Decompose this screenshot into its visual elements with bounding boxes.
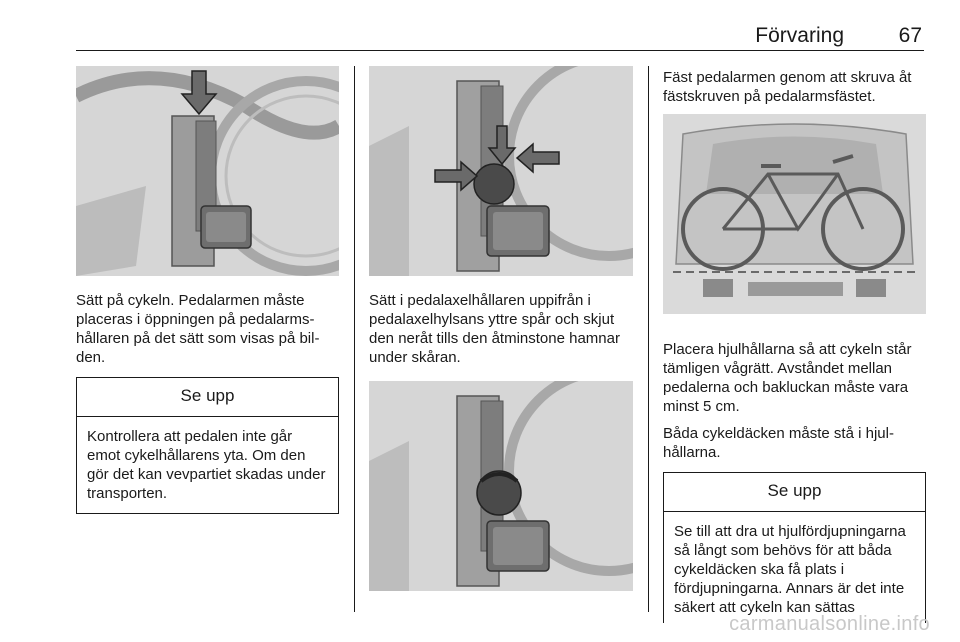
illustration — [663, 114, 926, 314]
column-3 — [663, 66, 926, 623]
notice-text: Se till att dra ut hjulfördjupningarna så långt som behövs för att båda cykeldäcken ska få plats i fördjupningarna. Annars är det inte säkert att cykeln kan sättas — [674, 523, 906, 616]
instruction-text: Sätt i pedalaxelhållaren uppifrån i pedalaxelhylsans yttre spår och skjut den neråt tills den åtminstone hamnar under skåran. — [369, 292, 620, 366]
illustration — [369, 66, 633, 276]
figure-bike-on-carrier — [663, 114, 926, 314]
notice-title: Se upp — [664, 473, 925, 512]
column-1 — [76, 66, 339, 514]
watermark: carmanualsonline.info — [729, 613, 930, 635]
instruction-text: Sätt på cykeln. Pedalarmen måste placeras i öppningen på pedalarmshållaren på det sätt som visas på bilden. — [76, 292, 320, 366]
notice-text: Kontrollera att pedalen inte går emot cykelhållarens yta. Om den gör det kan vevpartiet skadas under transporten. — [87, 428, 326, 502]
illustration — [76, 66, 339, 276]
figure-pedal-axle-holder-mounted — [369, 381, 633, 591]
notice-box — [76, 377, 339, 514]
column-divider — [648, 66, 649, 612]
column-2 — [369, 66, 633, 591]
column-divider — [354, 66, 355, 612]
notice-box — [663, 472, 926, 623]
instruction-text: Fäst pedalarmen genom att skruva åt fästskruven på pedalarmsfästet. — [663, 69, 912, 105]
section-title: Förvaring — [755, 24, 844, 47]
notice-title: Se upp — [77, 378, 338, 417]
figure-pedal-axle-holder — [369, 66, 633, 276]
instruction-text: Båda cykeldäcken måste stå i hjulhållarna. — [663, 425, 894, 461]
illustration — [369, 381, 633, 591]
page-number: 67 — [898, 24, 922, 47]
page-header — [76, 22, 924, 51]
instruction-text: Placera hjulhållarna så att cykeln står tämligen vågrätt. Avståndet mellan pedalerna och bakluckan måste vara minst 5 cm. — [663, 341, 912, 415]
figure-pedal-arm-placement — [76, 66, 339, 276]
